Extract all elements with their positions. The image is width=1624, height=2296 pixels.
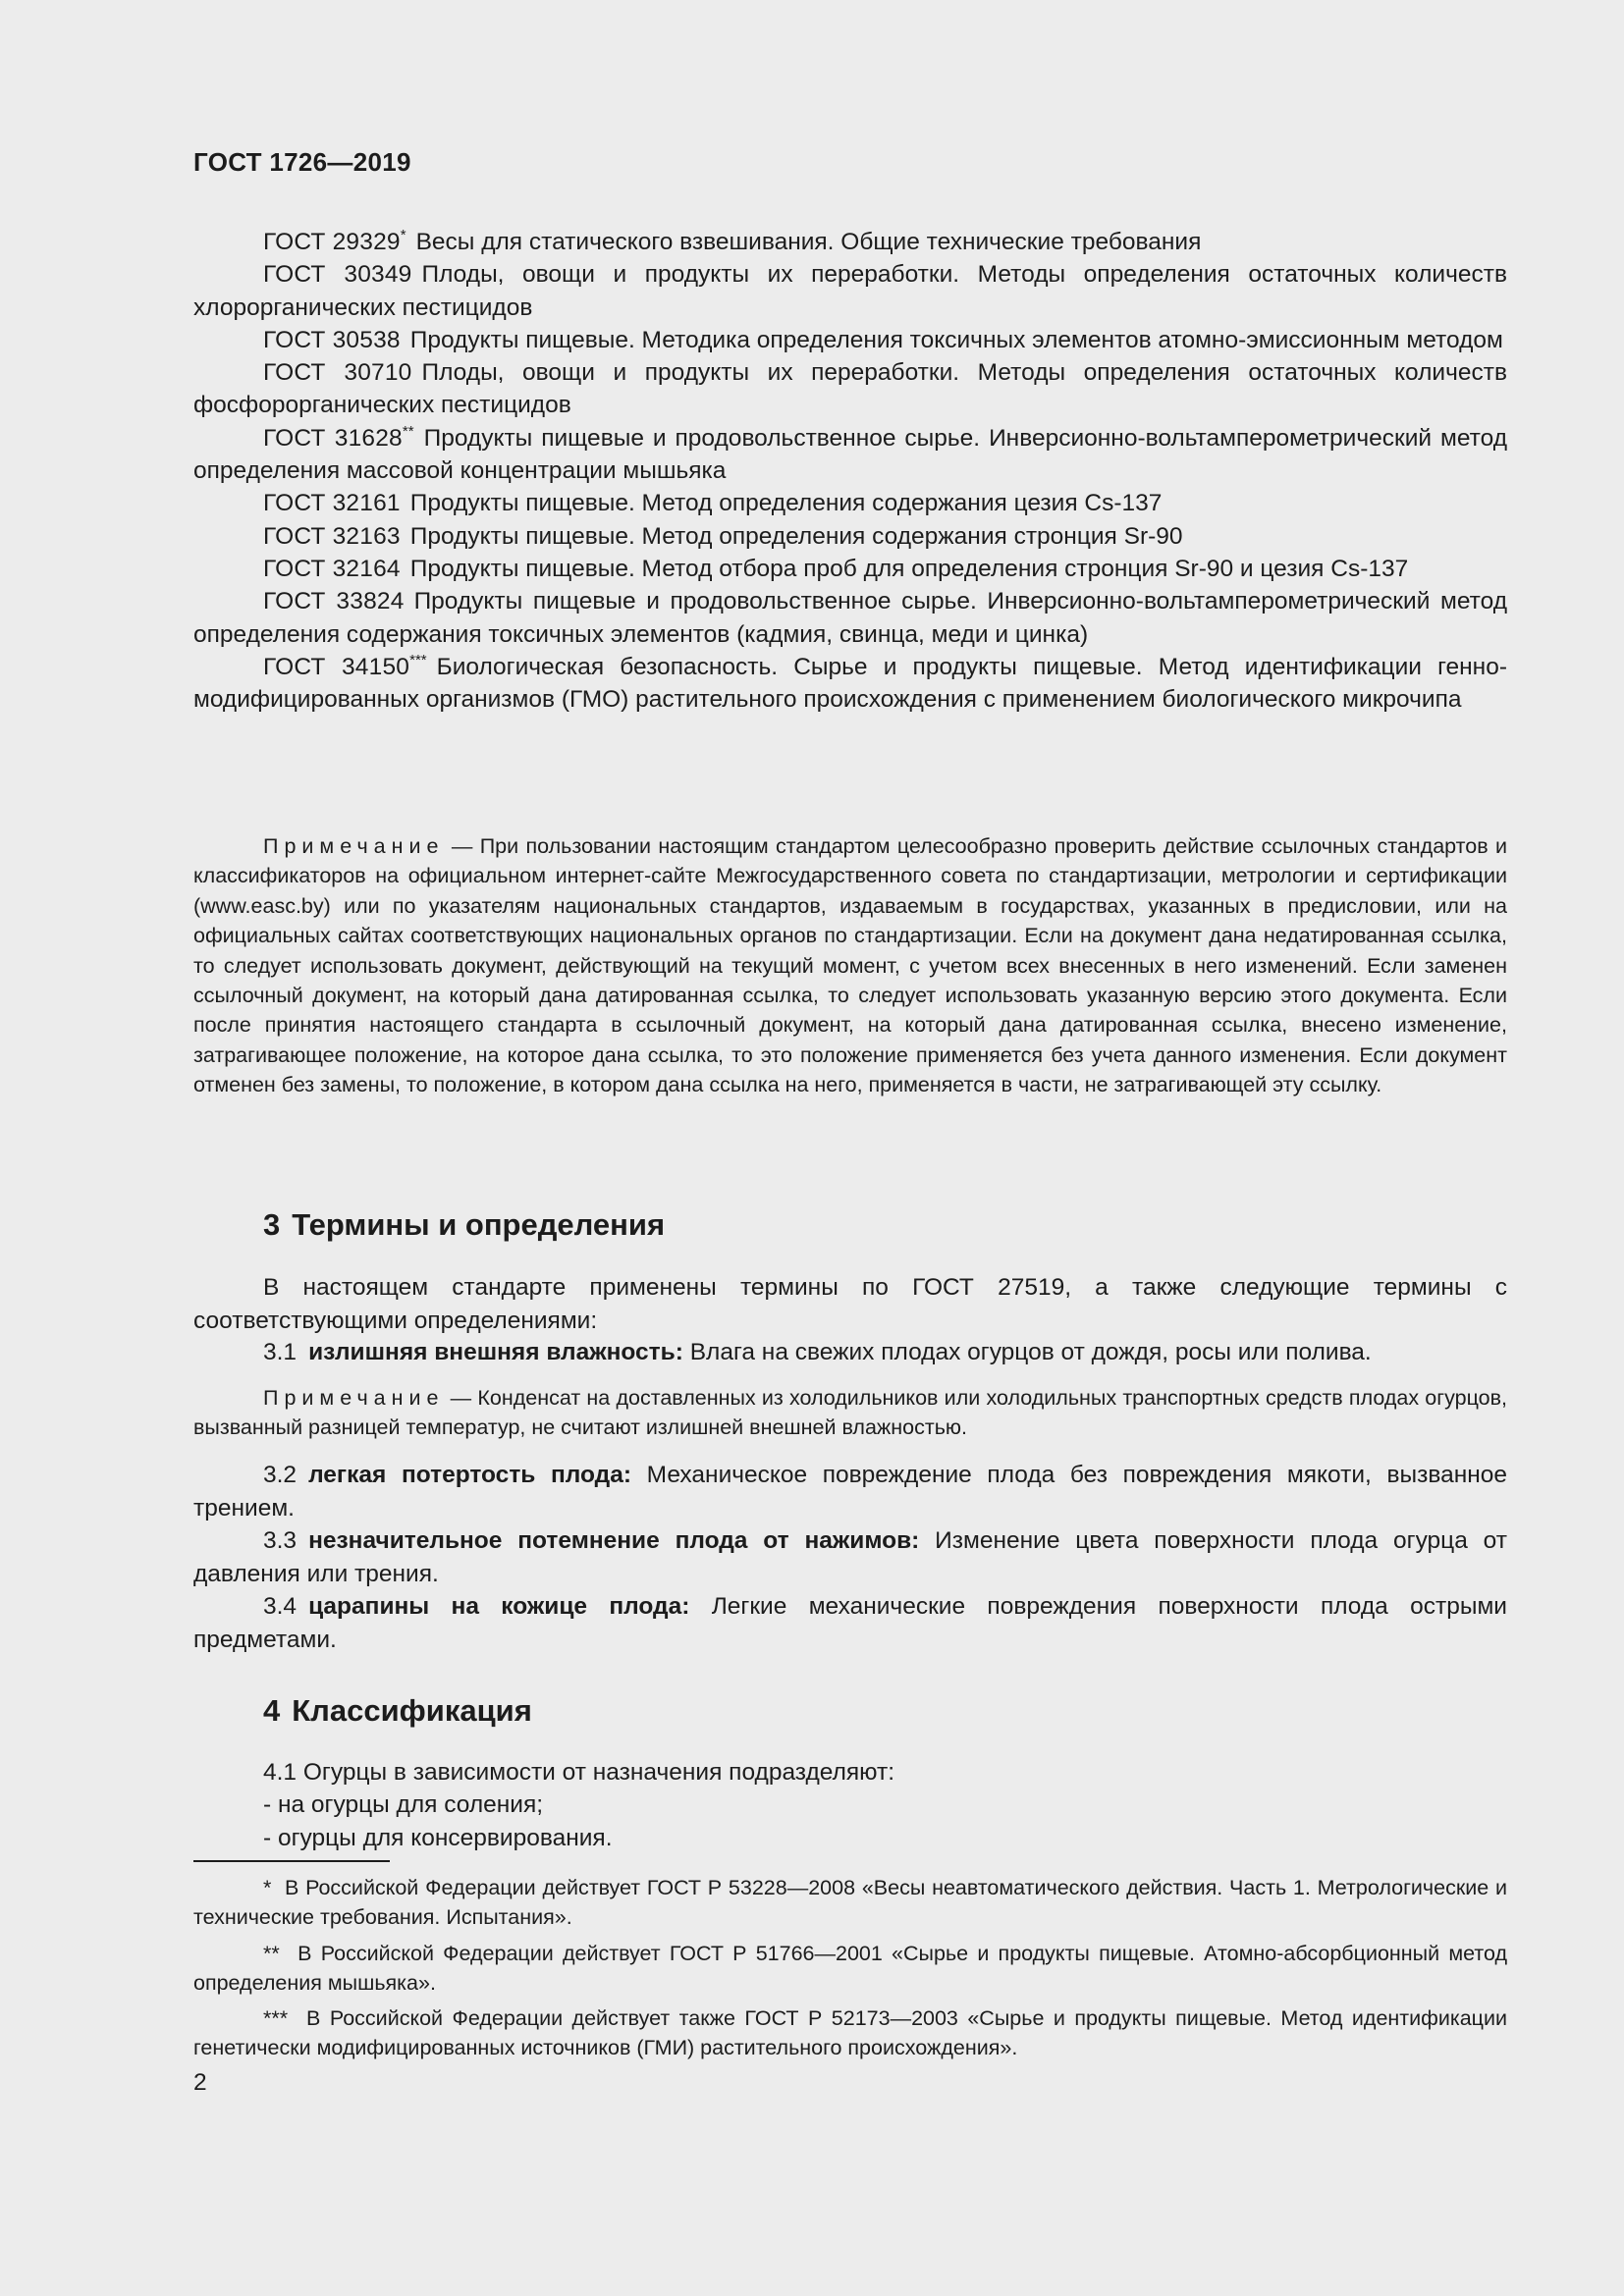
term-3-1-note: Примечание — Конденсат на доставленных из холодильников или холодильных транспортных средств плодах огурцов, вызванный разницей температур, не считают излишней внешней влажностью.: [193, 1386, 1507, 1440]
document-page: [193, 0, 1507, 2296]
note-text: — При пользовании настоящим стандартом целесообразно проверить действие ссылочных стандартов и классификаторов на официальном интернет-сайте Межгосударственного совета по стандартизации, метрологии и сертификации (www.easc.by) или по указателям национальных стандартов, издаваемым в государствах, указанных в предисловии, или на официальных сайтах соответствующих национальных органов по стандартизации. Если на документ дана недатированная ссылка, то следует использовать документ, действующий на текущий момент, с учетом всех внесенных в него изменений. Если заменен ссылочный документ, на который дана датированная ссылка, то следует использовать указанную версию этого документа. Если после принятия настоящего стандарта в ссылочный документ, на который дана датированная ссылка, внесено изменение, затрагивающее положение, на которое дана ссылка, то это положение применяется без учета данного изменения. Если документ отменен без замены, то положение, в котором дана ссылка на него, применяется в части, не затрагивающей эту ссылку.: [193, 834, 1507, 1097]
reference-item: ГОСТ 32164 Продукты пищевые. Метод отбора проб для определения стронция Sr-90 и цезия Cs-137: [263, 555, 1409, 582]
footnote-1: * В Российской Федерации действует ГОСТ Р 53228—2008 «Весы неавтоматического действия. Часть 1. Метрологические и технические требования. Испытания».: [193, 1876, 1507, 1930]
document-header: ГОСТ 1726—2019: [193, 147, 411, 177]
page-number: 2: [193, 2069, 207, 2096]
normative-references-list: [193, 226, 1507, 716]
term-3-1: 3.1 излишняя внешняя влажность: Влага на свежих плодах огурцов от дождя, росы или полива.: [263, 1339, 1372, 1365]
section-4-heading: 4 Классификация: [263, 1693, 532, 1728]
classification-lead: 4.1 Огурцы в зависимости от назначения подразделяют:: [263, 1759, 895, 1786]
reference-item: ГОСТ 32163 Продукты пищевые. Метод определения содержания стронция Sr-90: [263, 522, 1183, 550]
note-label: Примечание: [263, 834, 445, 858]
reference-item: ГОСТ 30710 Плоды, овощи и продукты их переработки. Методы определения остаточных количеств фосфорорганических пестицидов: [193, 359, 1507, 419]
reference-item: ГОСТ 33824 Продукты пищевые и продовольственное сырье. Инверсионно-вольтамперометрический метод определения содержания токсичных элементов (кадмия, свинца, меди и цинка): [193, 588, 1508, 648]
reference-item: ГОСТ 29329* Весы для статического взвешивания. Общие технические требования: [263, 227, 1202, 255]
section-3-intro: В настоящем стандарте применены термины по ГОСТ 27519, а также следующие термины с соответствующими определениями:: [193, 1274, 1507, 1334]
term-3-3: 3.3 незначительное потемнение плода от нажимов: Изменение цвета поверхности плода огурца от давления или трения.: [193, 1527, 1507, 1587]
references-note: [193, 831, 1507, 1100]
reference-item: ГОСТ 30349 Плоды, овощи и продукты их переработки. Методы определения остаточных количеств хлорорганических пестицидов: [193, 261, 1507, 321]
footnote-3: *** В Российской Федерации действует также ГОСТ Р 52173—2003 «Сырье и продукты пищевые. Метод идентификации генетически модифицированных источников (ГМИ) растительного происхождения».: [193, 2006, 1508, 2060]
term-3-4: 3.4 царапины на кожице плода: Легкие механические повреждения поверхности плода острыми предметами.: [193, 1593, 1507, 1653]
footnote-2: ** В Российской Федерации действует ГОСТ Р 51766—2001 «Сырье и продукты пищевые. Атомно-абсорбционный метод определения мышьяка».: [193, 1942, 1507, 1996]
term-3-2: 3.2 легкая потертость плода: Механическое повреждение плода без повреждения мякоти, вызванное трением.: [193, 1462, 1508, 1522]
list-item: - на огурцы для соления;: [263, 1791, 544, 1818]
footnote-divider: [193, 1860, 390, 1862]
reference-item: ГОСТ 34150*** Биологическая безопасность. Сырье и продукты пищевые. Метод идентификации генно-модифицированных организмов (ГМО) растительного происхождения с применением биологического микрочипа: [193, 651, 1507, 714]
list-item: - огурцы для консервирования.: [263, 1825, 613, 1851]
section-3-heading: 3 Термины и определения: [263, 1207, 666, 1242]
reference-item: ГОСТ 31628** Продукты пищевые и продовольственное сырье. Инверсионно-вольтамперометрический метод определения массовой концентрации мышьяка: [193, 422, 1508, 485]
reference-item: ГОСТ 30538 Продукты пищевые. Методика определения токсичных элементов атомно-эмиссионным методом: [263, 326, 1503, 353]
reference-item: ГОСТ 32161 Продукты пищевые. Метод определения содержания цезия Cs-137: [263, 490, 1163, 517]
